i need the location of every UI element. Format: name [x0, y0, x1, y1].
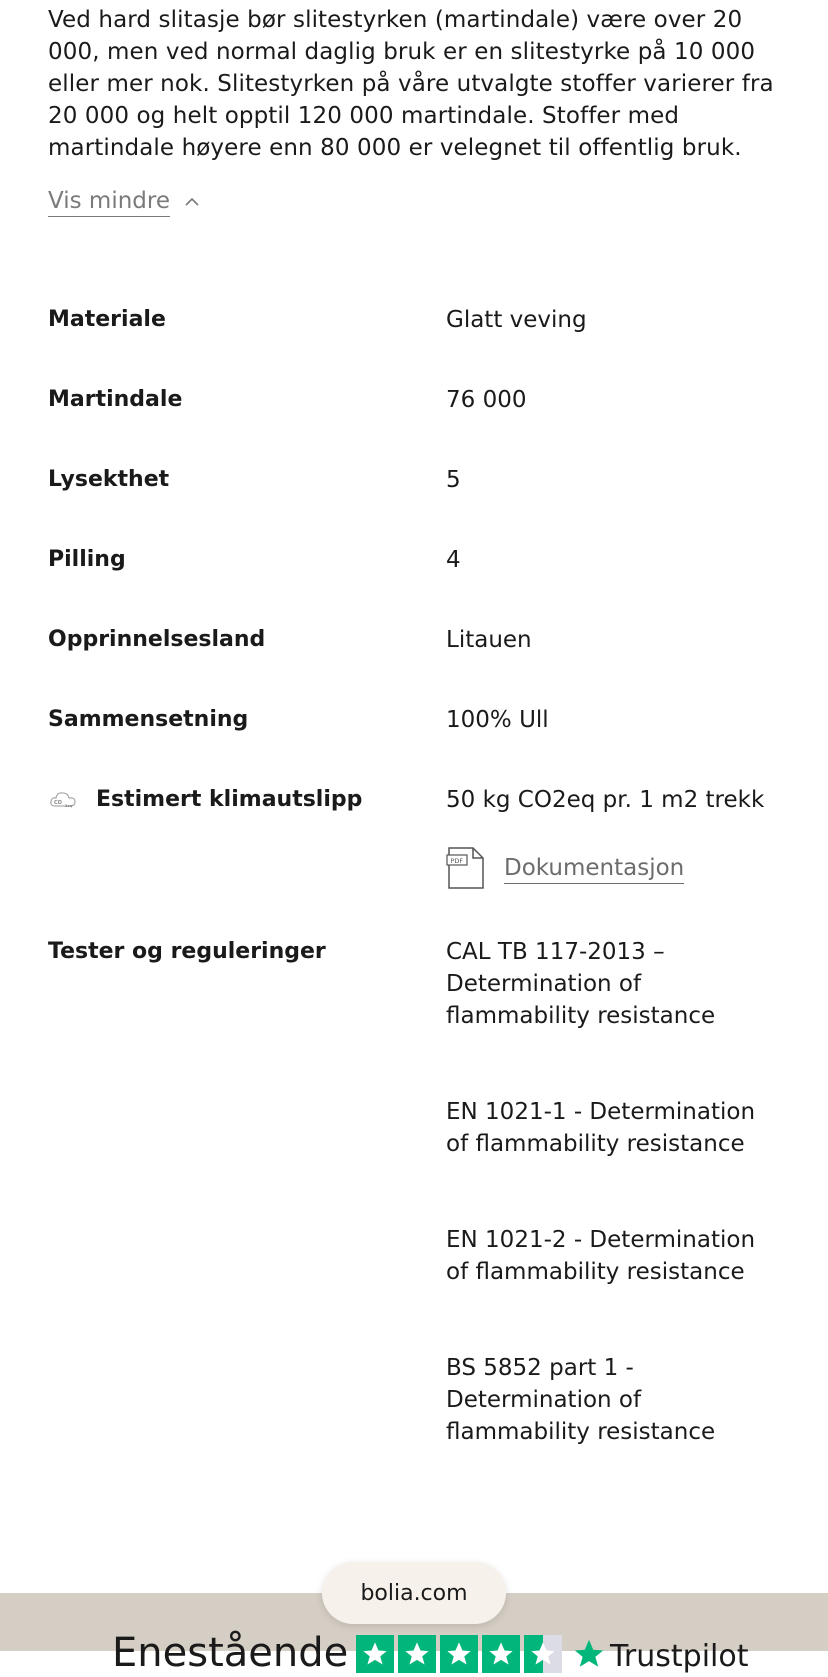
svg-text:CO: CO: [54, 800, 62, 806]
tests-list: [446, 936, 776, 1512]
half-star-icon: [524, 1635, 562, 1673]
spec-label: Tester og reguleringer: [48, 939, 326, 964]
show-less-label: Vis mindre: [48, 186, 170, 217]
spec-label-text: Estimert klimautslipp: [96, 787, 363, 812]
spec-label: Martindale: [48, 387, 183, 412]
star-icon: [356, 1635, 394, 1673]
rating-title: Enestående: [112, 1630, 349, 1676]
spec-value: 76 000: [446, 387, 527, 413]
spec-value: 100% Ull: [446, 707, 549, 733]
pdf-icon: [446, 846, 486, 890]
svg-text:2eq: 2eq: [65, 804, 73, 808]
spec-value: Litauen: [446, 627, 532, 653]
documentation-label: Dokumentasjon: [504, 853, 684, 884]
test-item: EN 1021-2 - Determination of flammability resistance: [446, 1227, 756, 1285]
spec-value: Glatt veving: [446, 307, 587, 333]
spec-value: 50 kg CO2eq pr. 1 m2 trekk: [446, 787, 765, 813]
spec-label: Sammensetning: [48, 707, 249, 732]
trustpilot-stars: [356, 1635, 562, 1673]
show-less-toggle[interactable]: [48, 186, 202, 217]
browser-domain-pill[interactable]: bolia.com: [322, 1562, 506, 1624]
spec-label: Lysekthet: [48, 467, 170, 492]
spec-label: Pilling: [48, 547, 126, 572]
spec-value: 5: [446, 467, 461, 493]
star-icon: [398, 1635, 436, 1673]
test-item: BS 5852 part 1 - Determination of flammability resistance: [446, 1355, 716, 1445]
documentation-link[interactable]: [446, 846, 684, 890]
spec-label: Materiale: [48, 307, 166, 332]
svg-text:PDF: PDF: [450, 857, 464, 865]
spec-label: Opprinnelsesland: [48, 627, 266, 652]
trustpilot-logo-icon: [572, 1637, 606, 1671]
martindale-description: Ved hard slitasje bør slitestyrken (martindale) være over 20 000, men ved normal daglig bruk er en slitestyrke på 10 000 eller mer nok. Slitestyrken på våre utvalgte stoffer varierer fra 20 000 og helt opptil 120 000 martindale. Stoffer med martindale høyere enn 80 000 er velegnet til offentlig bruk.: [48, 7, 774, 161]
test-item: CAL TB 117-2013 – Determination of flammability resistance: [446, 939, 716, 1029]
co2-cloud-icon: [48, 788, 78, 812]
star-icon: [440, 1635, 478, 1673]
star-icon: [482, 1635, 520, 1673]
chevron-up-icon: [182, 192, 202, 212]
trustpilot-brand: Trustpilot: [610, 1639, 749, 1674]
test-item: EN 1021-1 - Determination of flammability resistance: [446, 1099, 756, 1157]
spec-label-with-icon: [48, 784, 362, 816]
spec-value: 4: [446, 547, 461, 573]
